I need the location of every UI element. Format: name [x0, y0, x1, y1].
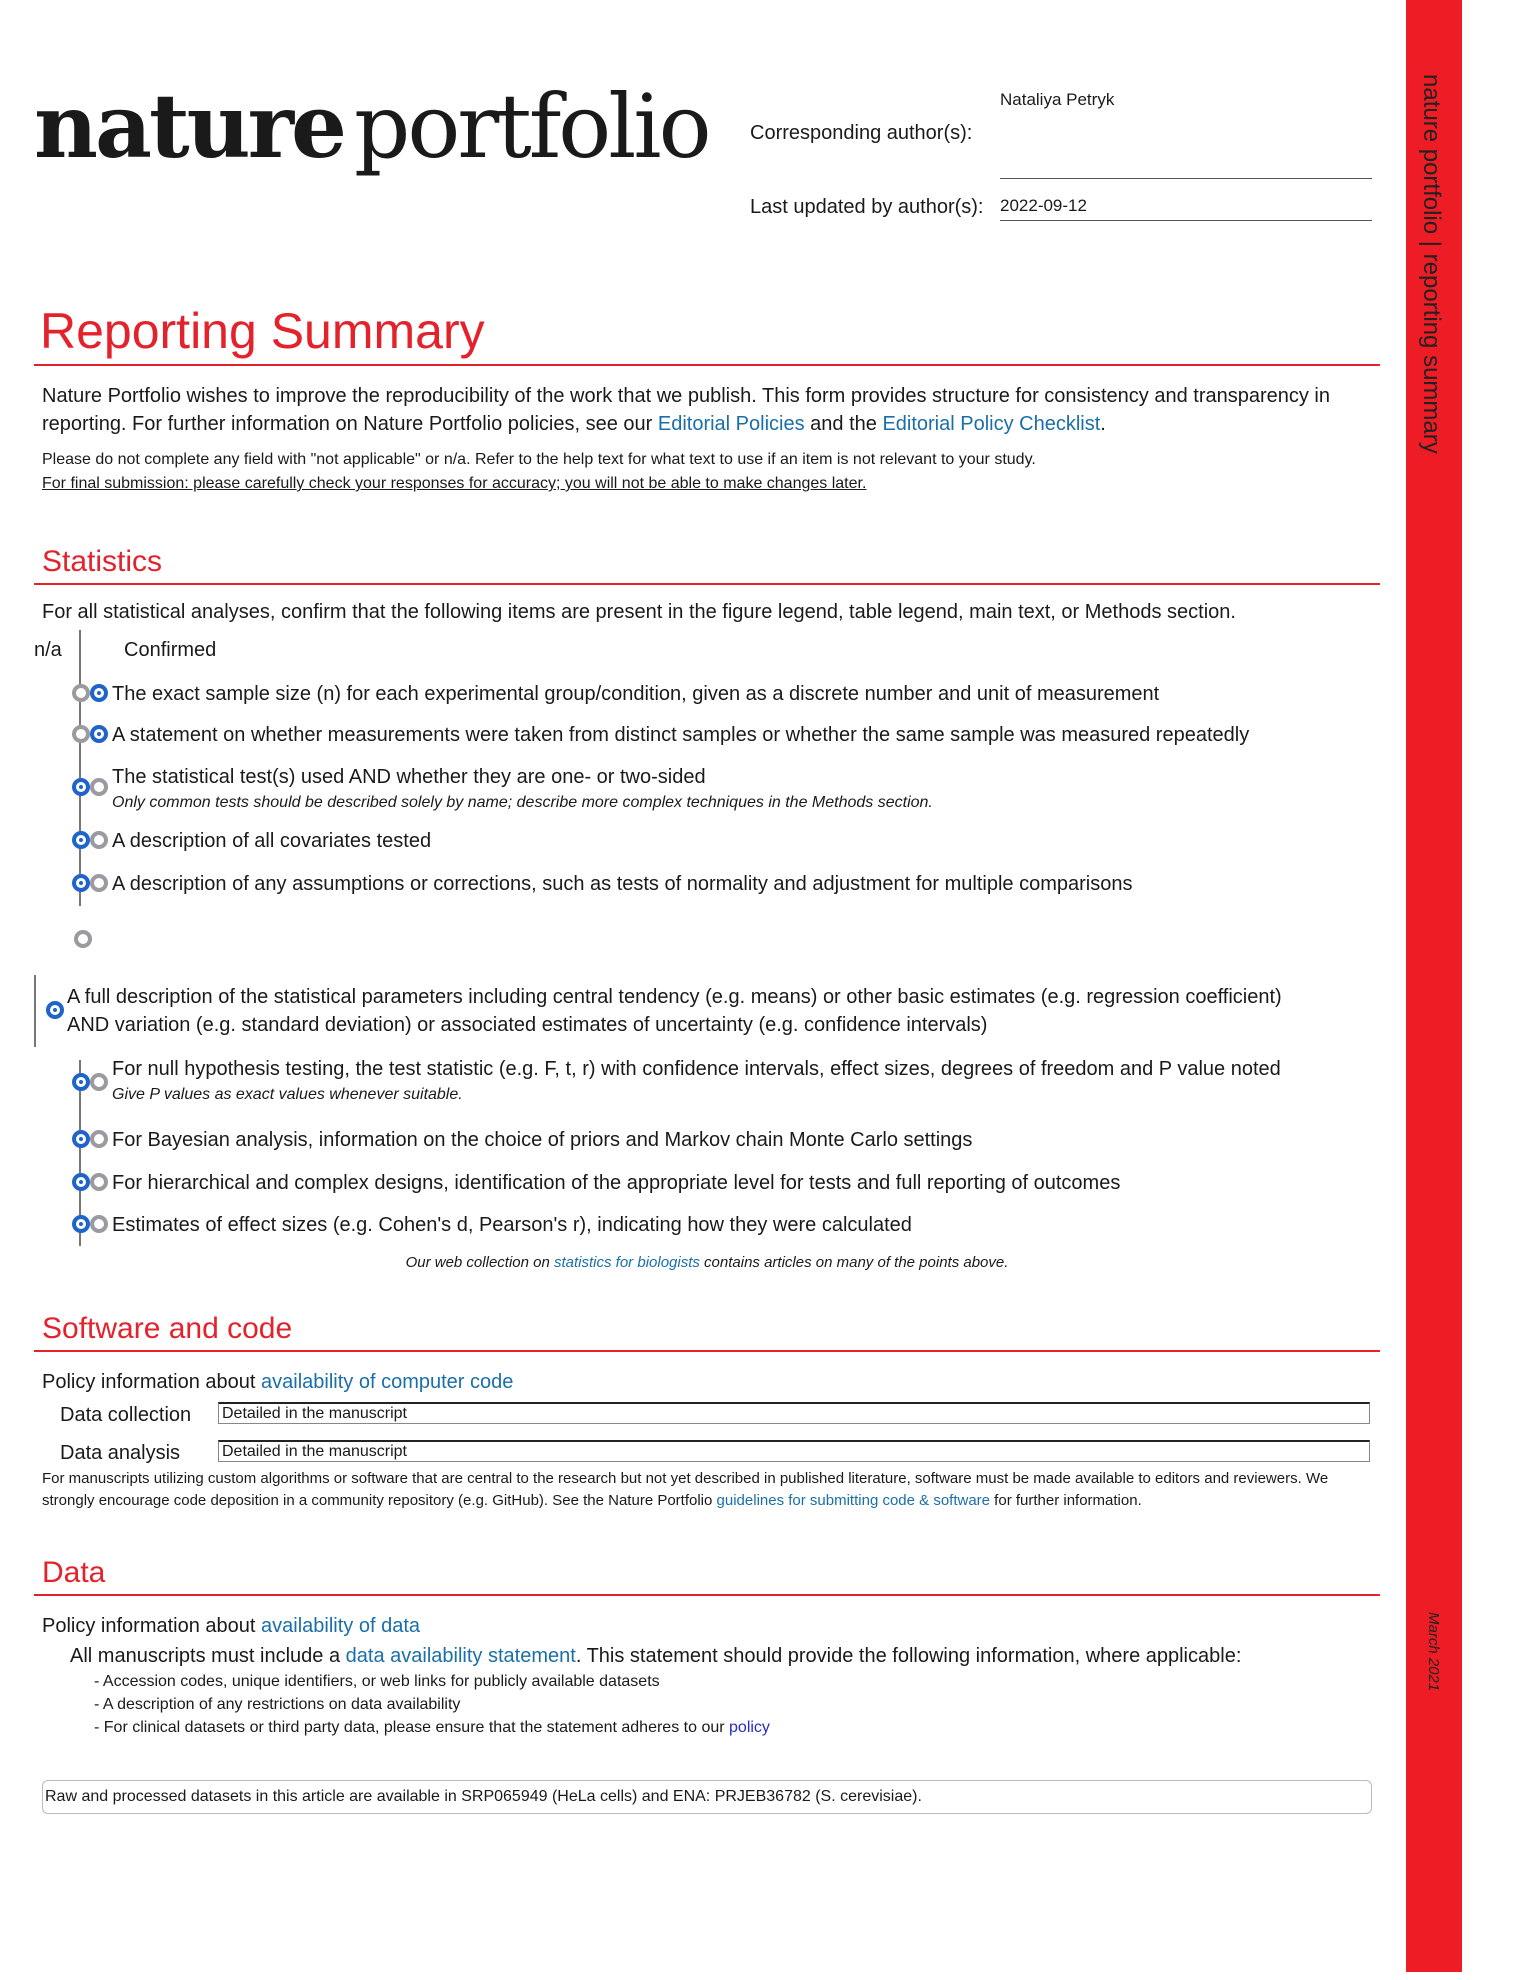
corresponding-author-label: Corresponding author(s): — [750, 122, 973, 144]
na-radio[interactable] — [72, 1215, 90, 1233]
corresponding-author-underline — [1000, 178, 1372, 179]
stat-note-p-values: Give P values as exact values whenever suitable. — [112, 1086, 463, 1103]
na-radio[interactable] — [72, 874, 90, 892]
data-analysis-field[interactable]: Detailed in the manuscript — [218, 1440, 1370, 1462]
confirmed-radio[interactable] — [90, 1130, 108, 1148]
intro-paragraph: Nature Portfolio wishes to improve the reproducibility of the work that we publish. This form provides structure for consistency and transparency in reporting. For further information on Nature Portfolio policies, see our Editorial Policies and the Editorial Policy Checklist. — [42, 385, 1330, 435]
confirmed-radio[interactable] — [90, 725, 108, 743]
data-bullet: - A description of any restrictions on data availability — [94, 1696, 461, 1713]
na-radio[interactable] — [72, 831, 90, 849]
stat-item-covariates: A description of all covariates tested — [112, 830, 432, 852]
stat-note-tests: Only common tests should be described solely by name; describe more complex techniques in the Methods section. — [112, 794, 933, 811]
code-guidelines-link[interactable]: guidelines for submitting code & software — [716, 1492, 991, 1509]
editorial-policy-checklist-link[interactable]: Editorial Policy Checklist — [882, 413, 1101, 435]
confirmed-radio[interactable] — [90, 874, 108, 892]
last-updated-value[interactable]: 2022-09-12 — [1000, 196, 1087, 215]
col-na-header: n/a — [34, 639, 62, 661]
software-heading: Software and code — [42, 1312, 293, 1345]
statistics-lead: For all statistical analyses, confirm that the following items are present in the figure legend, table legend, main text, or Methods section. — [42, 601, 1236, 623]
na-radio[interactable] — [72, 684, 90, 702]
confirmed-radio[interactable] — [90, 778, 108, 796]
last-updated-underline — [1000, 220, 1372, 221]
data-bullet: - For clinical datasets or third party data, please ensure that the statement adheres to our policy — [94, 1719, 770, 1736]
confirmed-radio[interactable] — [46, 1001, 64, 1019]
stat-item-sample-size: The exact sample size (n) for each experimental group/condition, given as a discrete number and unit of measurement — [112, 683, 1160, 705]
statistics-rule — [34, 583, 1380, 585]
confirmed-radio[interactable] — [90, 1073, 108, 1091]
confirmed-radio[interactable] — [90, 1173, 108, 1191]
stats-column-divider — [79, 630, 81, 906]
na-radio[interactable] — [72, 1130, 90, 1148]
confirmed-radio[interactable] — [90, 684, 108, 702]
confirmed-radio[interactable] — [90, 1215, 108, 1233]
software-rule — [34, 1350, 1380, 1352]
nature-portfolio-logo: nature portfolio — [34, 74, 709, 178]
final-submission-note: For final submission: please carefully check your responses for accuracy; you will not be able to make changes later. — [42, 475, 867, 492]
intro-note: Please do not complete any field with "not applicable" or n/a. Refer to the help text for what text to use if an item is not relevant to your study. — [42, 451, 1036, 468]
stat-item-hierarchical: For hierarchical and complex designs, identification of the appropriate level for tests and full reporting of outcomes — [112, 1172, 1121, 1194]
na-radio[interactable] — [72, 778, 90, 796]
na-radio[interactable] — [72, 1173, 90, 1191]
statistics-for-biologists-link[interactable]: statistics for biologists — [554, 1254, 700, 1271]
software-note: For manuscripts utilizing custom algorithms or software that are central to the research but not yet described in published literature, software must be made available to editors and reviewers. We strongly encourage code deposition in a community repository (e.g. GitHub). See the Nature Portfolio guidelines for submitting code & software for further information. — [42, 1470, 1329, 1509]
page-title: Reporting Summary — [40, 303, 485, 359]
sidebar-date: March 2021 — [1425, 1612, 1442, 1692]
stat-item-parameters: A full description of the statistical parameters including central tendency (e.g. means) or other basic estimates (e.g. regression coefficient) — [67, 986, 1282, 1008]
data-availability-statement-link[interactable]: data availability statement — [345, 1645, 576, 1667]
col-confirmed-header: Confirmed — [124, 639, 217, 661]
software-policy: Policy information about availability of computer code — [42, 1371, 514, 1393]
data-heading: Data — [42, 1556, 106, 1589]
data-collection-field[interactable]: Detailed in the manuscript — [218, 1402, 1370, 1424]
title-rule — [34, 364, 1380, 366]
stats-column-divider-2 — [34, 975, 36, 1047]
last-updated-label: Last updated by author(s): — [750, 196, 984, 218]
data-collection-label: Data collection — [60, 1404, 192, 1426]
stat-item-measurements: A statement on whether measurements were taken from distinct samples or whether the same sample was measured repeatedly — [112, 724, 1250, 746]
stat-item-tests: The statistical test(s) used AND whether they are one- or two-sided — [112, 766, 706, 788]
sidebar-title: nature portfolio | reporting summary — [1418, 74, 1445, 454]
stat-item-bayesian: For Bayesian analysis, information on the choice of priors and Markov chain Monte Carlo settings — [112, 1129, 973, 1151]
data-policy: Policy information about availability of data — [42, 1615, 420, 1637]
data-rule — [34, 1594, 1380, 1596]
na-radio[interactable] — [72, 1073, 90, 1091]
data-bullet: - Accession codes, unique identifiers, or web links for publicly available datasets — [94, 1673, 660, 1690]
stat-item-parameters-cont: AND variation (e.g. standard deviation) or associated estimates of uncertainty (e.g. confidence intervals) — [67, 1014, 988, 1036]
na-radio[interactable] — [74, 930, 92, 948]
availability-of-data-link[interactable]: availability of data — [261, 1615, 420, 1637]
na-radio[interactable] — [72, 725, 90, 743]
data-availability-field[interactable]: Raw and processed datasets in this article are available in SRP065949 (HeLa cells) and ENA: PRJEB36782 (S. cerevisiae). — [42, 1780, 1372, 1814]
stat-item-effect-sizes: Estimates of effect sizes (e.g. Cohen's d, Pearson's r), indicating how they were calculated — [112, 1214, 912, 1236]
stats-footer-note: Our web collection on statistics for biologists contains articles on many of the points above. — [405, 1254, 1009, 1271]
data-policy-link[interactable]: policy — [729, 1719, 770, 1736]
data-analysis-label: Data analysis — [60, 1442, 181, 1464]
computer-code-link[interactable]: availability of computer code — [261, 1371, 514, 1393]
confirmed-radio[interactable] — [90, 831, 108, 849]
statistics-heading: Statistics — [42, 545, 163, 578]
corresponding-author-value[interactable]: Nataliya Petryk — [1000, 90, 1115, 109]
data-statement-requirement: All manuscripts must include a data availability statement. This statement should provide the following information, where applicable: — [70, 1645, 1242, 1667]
stat-item-assumptions: A description of any assumptions or corrections, such as tests of normality and adjustment for multiple comparisons — [112, 873, 1133, 895]
editorial-policies-link[interactable]: Editorial Policies — [657, 413, 805, 435]
stat-item-null-hypothesis: For null hypothesis testing, the test statistic (e.g. F, t, r) with confidence intervals, effect sizes, degrees of freedom and P value noted — [112, 1058, 1281, 1080]
